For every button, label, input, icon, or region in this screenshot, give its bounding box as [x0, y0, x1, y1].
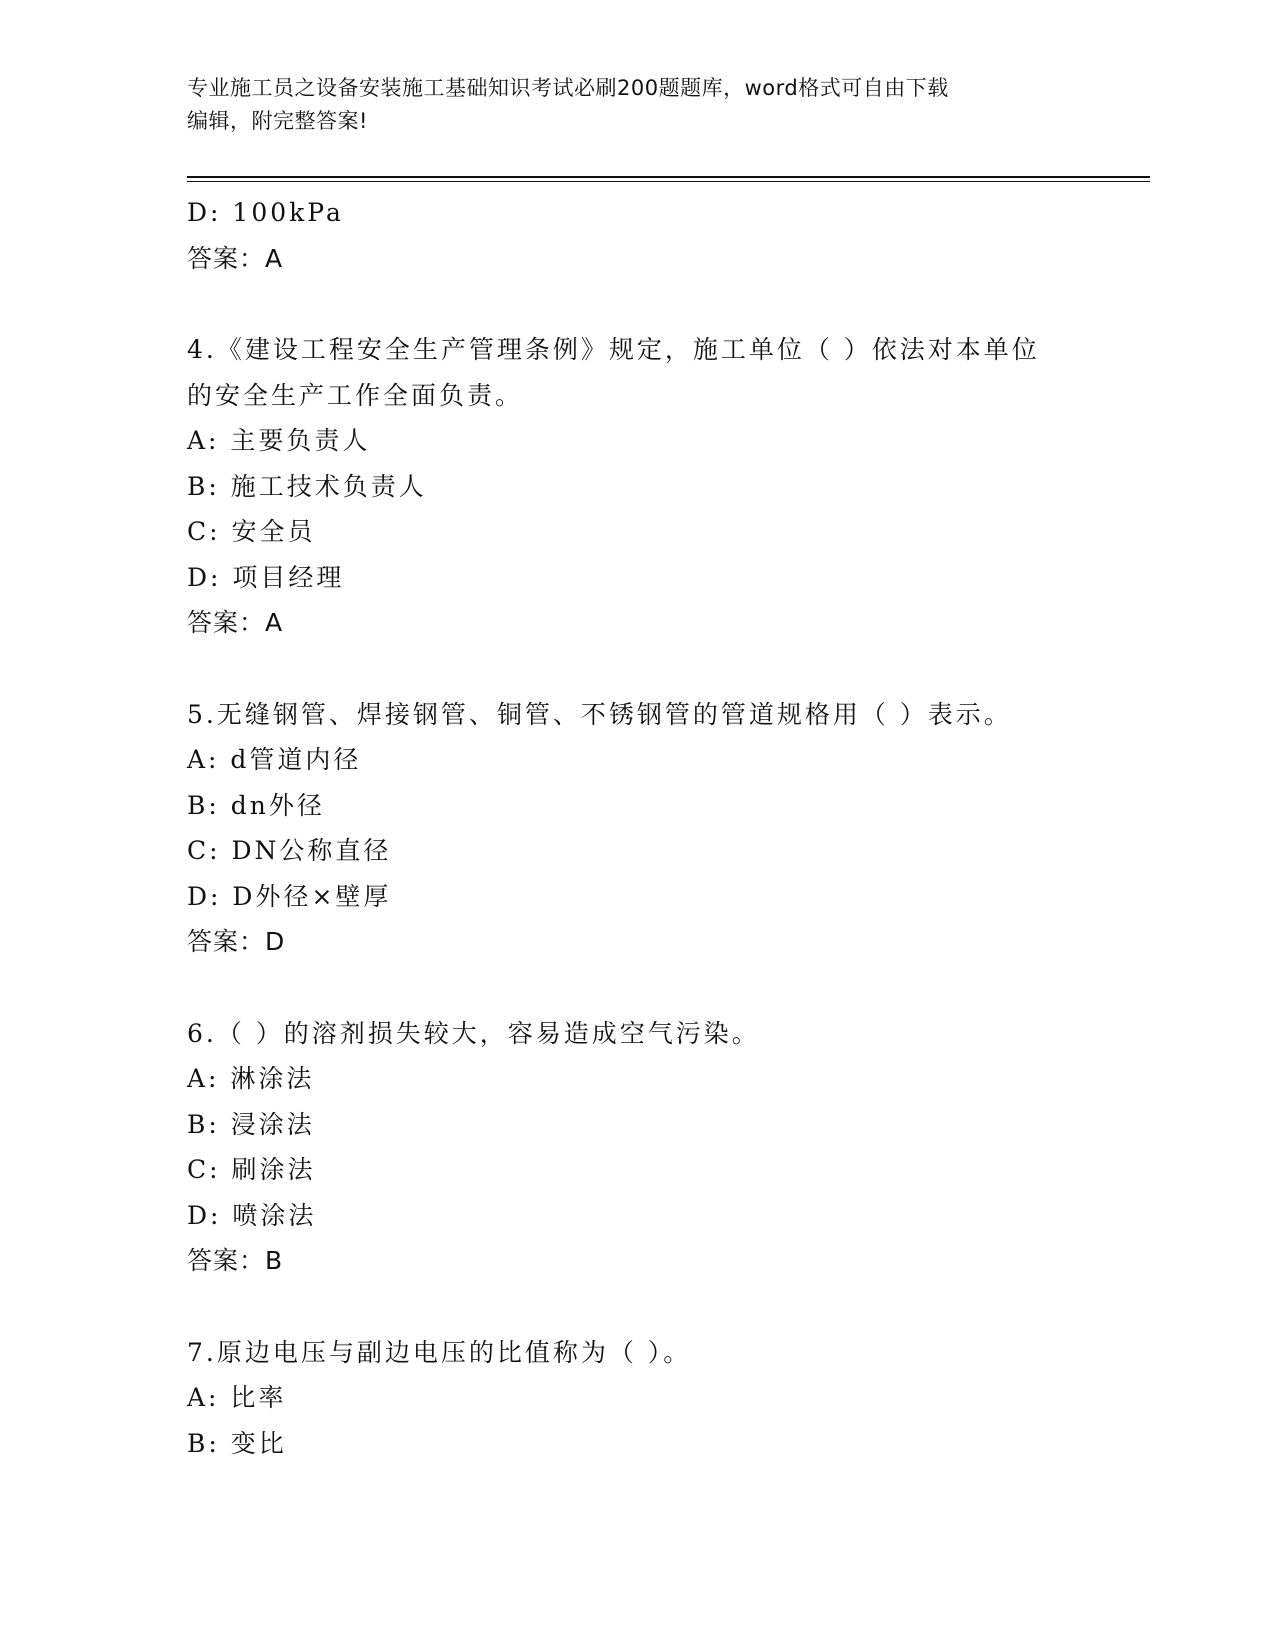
question-6-option-c: C: 刷涂法	[187, 1155, 316, 1184]
question-5-option-d: D: D外径×壁厚	[187, 881, 392, 911]
header-divider-thin	[187, 181, 1150, 182]
question-4-option-a: A: 主要负责人	[187, 426, 371, 455]
question-6-stem-line-1: 6.（ ）的溶剂损失较大，容易造成空气污染。	[187, 1018, 760, 1048]
question-7-option-b: B: 变比	[187, 1428, 287, 1458]
header-divider-thick	[187, 176, 1150, 178]
header-title-line-2: 编辑，附完整答案!	[187, 109, 368, 133]
question-3	[187, 190, 1087, 281]
question-6-option-a: A: 淋涂法	[187, 1064, 315, 1093]
question-4-option-b: B: 施工技术负责人	[187, 471, 427, 501]
question-3-option-d: D: 100kPa	[187, 198, 344, 227]
question-list	[187, 190, 1087, 1466]
spacer	[187, 965, 1087, 1011]
header-title-line-1: 专业施工员之设备安装施工基础知识考试必刷200题题库，word格式可自由下载	[187, 76, 949, 100]
question-4-answer: 答案：A	[187, 608, 284, 637]
question-5-option-c: C: DN公称直径	[187, 836, 392, 865]
question-6	[187, 1011, 1087, 1284]
document-header	[187, 72, 1067, 138]
question-3-answer: 答案：A	[187, 243, 284, 273]
question-7-stem-line-1: 7.原边电压与副边电压的比值称为（ ）。	[187, 1337, 692, 1367]
question-5-option-a: A: d管道内径	[187, 745, 362, 774]
question-7	[187, 1330, 1087, 1467]
question-4-option-d: D: 项目经理	[187, 562, 345, 592]
spacer	[187, 1284, 1087, 1330]
question-6-answer: 答案：B	[187, 1246, 284, 1275]
question-5-stem-line-1: 5.无缝钢管、焊接钢管、铜管、不锈钢管的管道规格用（ ）表示。	[187, 699, 1012, 729]
question-5-option-b: B: dn外径	[187, 790, 325, 820]
spacer	[187, 646, 1087, 692]
question-6-option-d: D: 喷涂法	[187, 1200, 317, 1230]
question-5-answer: 答案：D	[187, 927, 286, 956]
question-4-stem-line-1: 4.《建设工程安全生产管理条例》规定，施工单位（ ）依法对本单位	[187, 335, 1040, 364]
spacer	[187, 281, 1087, 327]
question-4	[187, 327, 1087, 646]
question-4-option-c: C: 安全员	[187, 517, 316, 546]
question-6-option-b: B: 浸涂法	[187, 1109, 315, 1139]
question-7-option-a: A: 比率	[187, 1383, 287, 1412]
question-5	[187, 692, 1087, 965]
question-4-stem-line-2: 的安全生产工作全面负责。	[187, 380, 524, 410]
